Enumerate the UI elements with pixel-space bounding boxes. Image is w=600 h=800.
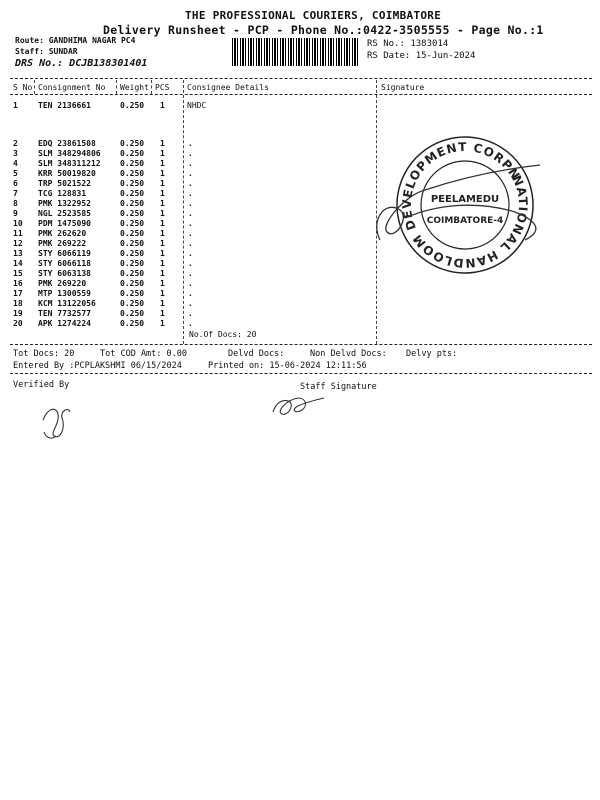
- col-sno: S No: [13, 83, 33, 92]
- stamp-line2: COIMBATORE-4: [426, 216, 504, 226]
- divider: [10, 373, 592, 374]
- row-pcs: 1: [160, 199, 165, 208]
- row-sno: 1: [13, 101, 18, 110]
- row-consignee: .: [188, 309, 193, 318]
- row-sno: 15: [13, 269, 23, 278]
- row-pcs: 1: [160, 299, 165, 308]
- row-consignment: SLM 348311212: [38, 159, 101, 168]
- row-consignment: APK 1274224: [38, 319, 91, 328]
- row-pcs: 1: [160, 289, 165, 298]
- col-weight: Weight: [120, 83, 149, 92]
- barcode: [232, 38, 360, 66]
- verified-by-label: Verified By: [13, 380, 70, 390]
- row-weight: 0.250: [120, 219, 145, 228]
- row-consignee: .: [188, 139, 193, 148]
- row-sno: 12: [13, 239, 23, 248]
- row-consignment: STY 6063138: [38, 269, 91, 278]
- row-consignee: .: [188, 159, 193, 168]
- row-sno: 17: [13, 289, 23, 298]
- row-consignment: KRR 50019820: [38, 169, 96, 178]
- row-pcs: 1: [160, 279, 165, 288]
- stamp-ring-text: NATIONAL HANDLOOM DEVELOPMENT CORPN.: [399, 139, 531, 271]
- row-pcs: 1: [160, 101, 165, 110]
- row-weight: 0.250: [120, 159, 145, 168]
- col-signature: Signature: [381, 83, 425, 92]
- runsheet-subtitle: Delivery Runsheet - PCP - Phone No.:0422-3505555 - Page No.:1: [103, 23, 544, 37]
- row-consignment: PMK 262620: [38, 229, 87, 238]
- table-row: [0, 289, 600, 299]
- row-sno: 13: [13, 249, 23, 258]
- divider: [10, 94, 592, 95]
- delivery-points: Delvy pts:: [406, 349, 458, 359]
- row-consignee: .: [188, 149, 193, 158]
- rs-number: RS No.: 1383014: [367, 39, 449, 49]
- col-consignment: Consignment No: [38, 83, 106, 92]
- divider: [10, 344, 592, 345]
- row-consignment: PMK 1322952: [38, 199, 91, 208]
- row-sno: 9: [13, 209, 18, 218]
- row-consignment: TEN 7732577: [38, 309, 91, 318]
- column-separator: [34, 80, 35, 94]
- row-weight: 0.250: [120, 179, 145, 188]
- row-pcs: 1: [160, 319, 165, 328]
- row-consignee: .: [188, 319, 193, 328]
- column-separator: [151, 80, 152, 94]
- row-weight: 0.250: [120, 101, 145, 110]
- column-separator: [116, 80, 117, 94]
- row-pcs: 1: [160, 229, 165, 238]
- row-consignee: .: [188, 239, 193, 248]
- row-sno: 3: [13, 149, 18, 158]
- row-weight: 0.250: [120, 169, 145, 178]
- no-of-docs: No.Of Docs: 20: [189, 330, 257, 339]
- row-weight: 0.250: [120, 299, 145, 308]
- row-weight: 0.250: [120, 209, 145, 218]
- staff-signature: [268, 390, 328, 420]
- delivered-docs: Delvd Docs:: [228, 349, 285, 359]
- row-pcs: 1: [160, 269, 165, 278]
- table-row: [0, 101, 600, 111]
- row-pcs: 1: [160, 179, 165, 188]
- printed-on: Printed on: 15-06-2024 12:11:56: [208, 361, 367, 371]
- table-row: [0, 279, 600, 289]
- row-consignment: PMK 269222: [38, 239, 87, 248]
- row-consignee: .: [188, 199, 193, 208]
- col-consignee: Consignee Details: [187, 83, 269, 92]
- row-consignment: STY 6066118: [38, 259, 91, 268]
- row-consignment: SLM 348294806: [38, 149, 101, 158]
- row-consignment: TEN 2136661: [38, 101, 91, 110]
- row-weight: 0.250: [120, 249, 145, 258]
- row-weight: 0.250: [120, 189, 145, 198]
- row-weight: 0.250: [120, 309, 145, 318]
- row-pcs: 1: [160, 209, 165, 218]
- row-weight: 0.250: [120, 319, 145, 328]
- col-pcs: PCS: [155, 83, 170, 92]
- row-consignee: .: [188, 229, 193, 238]
- consignee-signature-scribble: [365, 150, 565, 260]
- entered-by: Entered By :PCPLAKSHMI 06/15/2024: [13, 361, 182, 371]
- tot-cod-amount: Tot COD Amt: 0.00: [100, 349, 187, 359]
- row-weight: 0.250: [120, 259, 145, 268]
- row-weight: 0.250: [120, 199, 145, 208]
- tot-docs: Tot Docs: 20: [13, 349, 75, 359]
- table-row: [0, 309, 600, 319]
- row-consignment: KCM 13122056: [38, 299, 96, 308]
- row-sno: 7: [13, 189, 18, 198]
- row-weight: 0.250: [120, 269, 145, 278]
- row-consignment: TRP 5021522: [38, 179, 91, 188]
- row-consignee: NHDC: [187, 101, 207, 110]
- row-consignment: MTP 1300559: [38, 289, 91, 298]
- row-consignment: PMK 269220: [38, 279, 87, 288]
- row-consignee: .: [188, 279, 193, 288]
- route-label: Route: GANDHIMA NAGAR PC4: [15, 36, 136, 45]
- row-consignee: .: [188, 299, 193, 308]
- row-consignee: .: [188, 179, 193, 188]
- table-row: [0, 319, 600, 329]
- row-pcs: 1: [160, 249, 165, 258]
- row-consignee: .: [188, 219, 193, 228]
- row-sno: 14: [13, 259, 23, 268]
- stamp-line1: PEELAMEDU: [430, 194, 500, 205]
- row-weight: 0.250: [120, 139, 145, 148]
- row-consignment: NGL 2523585: [38, 209, 91, 218]
- row-consignment: EDQ 23861508: [38, 139, 96, 148]
- row-pcs: 1: [160, 169, 165, 178]
- table-row: [0, 299, 600, 309]
- row-weight: 0.250: [120, 149, 145, 158]
- row-pcs: 1: [160, 139, 165, 148]
- row-consignee: .: [188, 189, 193, 198]
- row-consignment: PDM 1475090: [38, 219, 91, 228]
- company-title: THE PROFESSIONAL COURIERS, COIMBATORE: [185, 9, 442, 22]
- row-consignment: STY 6066119: [38, 249, 91, 258]
- row-consignee: .: [188, 289, 193, 298]
- row-sno: 2: [13, 139, 18, 148]
- row-sno: 11: [13, 229, 23, 238]
- row-consignee: .: [188, 259, 193, 268]
- row-pcs: 1: [160, 159, 165, 168]
- row-consignee: .: [188, 249, 193, 258]
- row-consignment: TCG 128831: [38, 189, 87, 198]
- staff-label: Staff: SUNDAR: [15, 47, 78, 56]
- row-pcs: 1: [160, 189, 165, 198]
- row-sno: 6: [13, 179, 18, 188]
- row-weight: 0.250: [120, 279, 145, 288]
- row-sno: 19: [13, 309, 23, 318]
- row-sno: 20: [13, 319, 23, 328]
- row-weight: 0.250: [120, 289, 145, 298]
- row-consignee: .: [188, 169, 193, 178]
- divider: [10, 78, 592, 79]
- row-weight: 0.250: [120, 239, 145, 248]
- verifier-signature: [38, 398, 78, 443]
- row-pcs: 1: [160, 149, 165, 158]
- row-sno: 16: [13, 279, 23, 288]
- row-sno: 4: [13, 159, 18, 168]
- non-delivered-docs: Non Delvd Docs:: [310, 349, 387, 359]
- row-pcs: 1: [160, 309, 165, 318]
- row-sno: 18: [13, 299, 23, 308]
- row-weight: 0.250: [120, 229, 145, 238]
- row-pcs: 1: [160, 219, 165, 228]
- row-pcs: 1: [160, 259, 165, 268]
- row-sno: 10: [13, 219, 23, 228]
- row-sno: 5: [13, 169, 18, 178]
- drs-number: DRS No.: DCJB138301401: [15, 58, 148, 69]
- row-sno: 8: [13, 199, 18, 208]
- rs-date: RS Date: 15-Jun-2024: [367, 51, 476, 61]
- row-consignee: .: [188, 269, 193, 278]
- staff-signature-label: Staff Signature: [300, 382, 377, 392]
- row-pcs: 1: [160, 239, 165, 248]
- row-consignee: .: [188, 209, 193, 218]
